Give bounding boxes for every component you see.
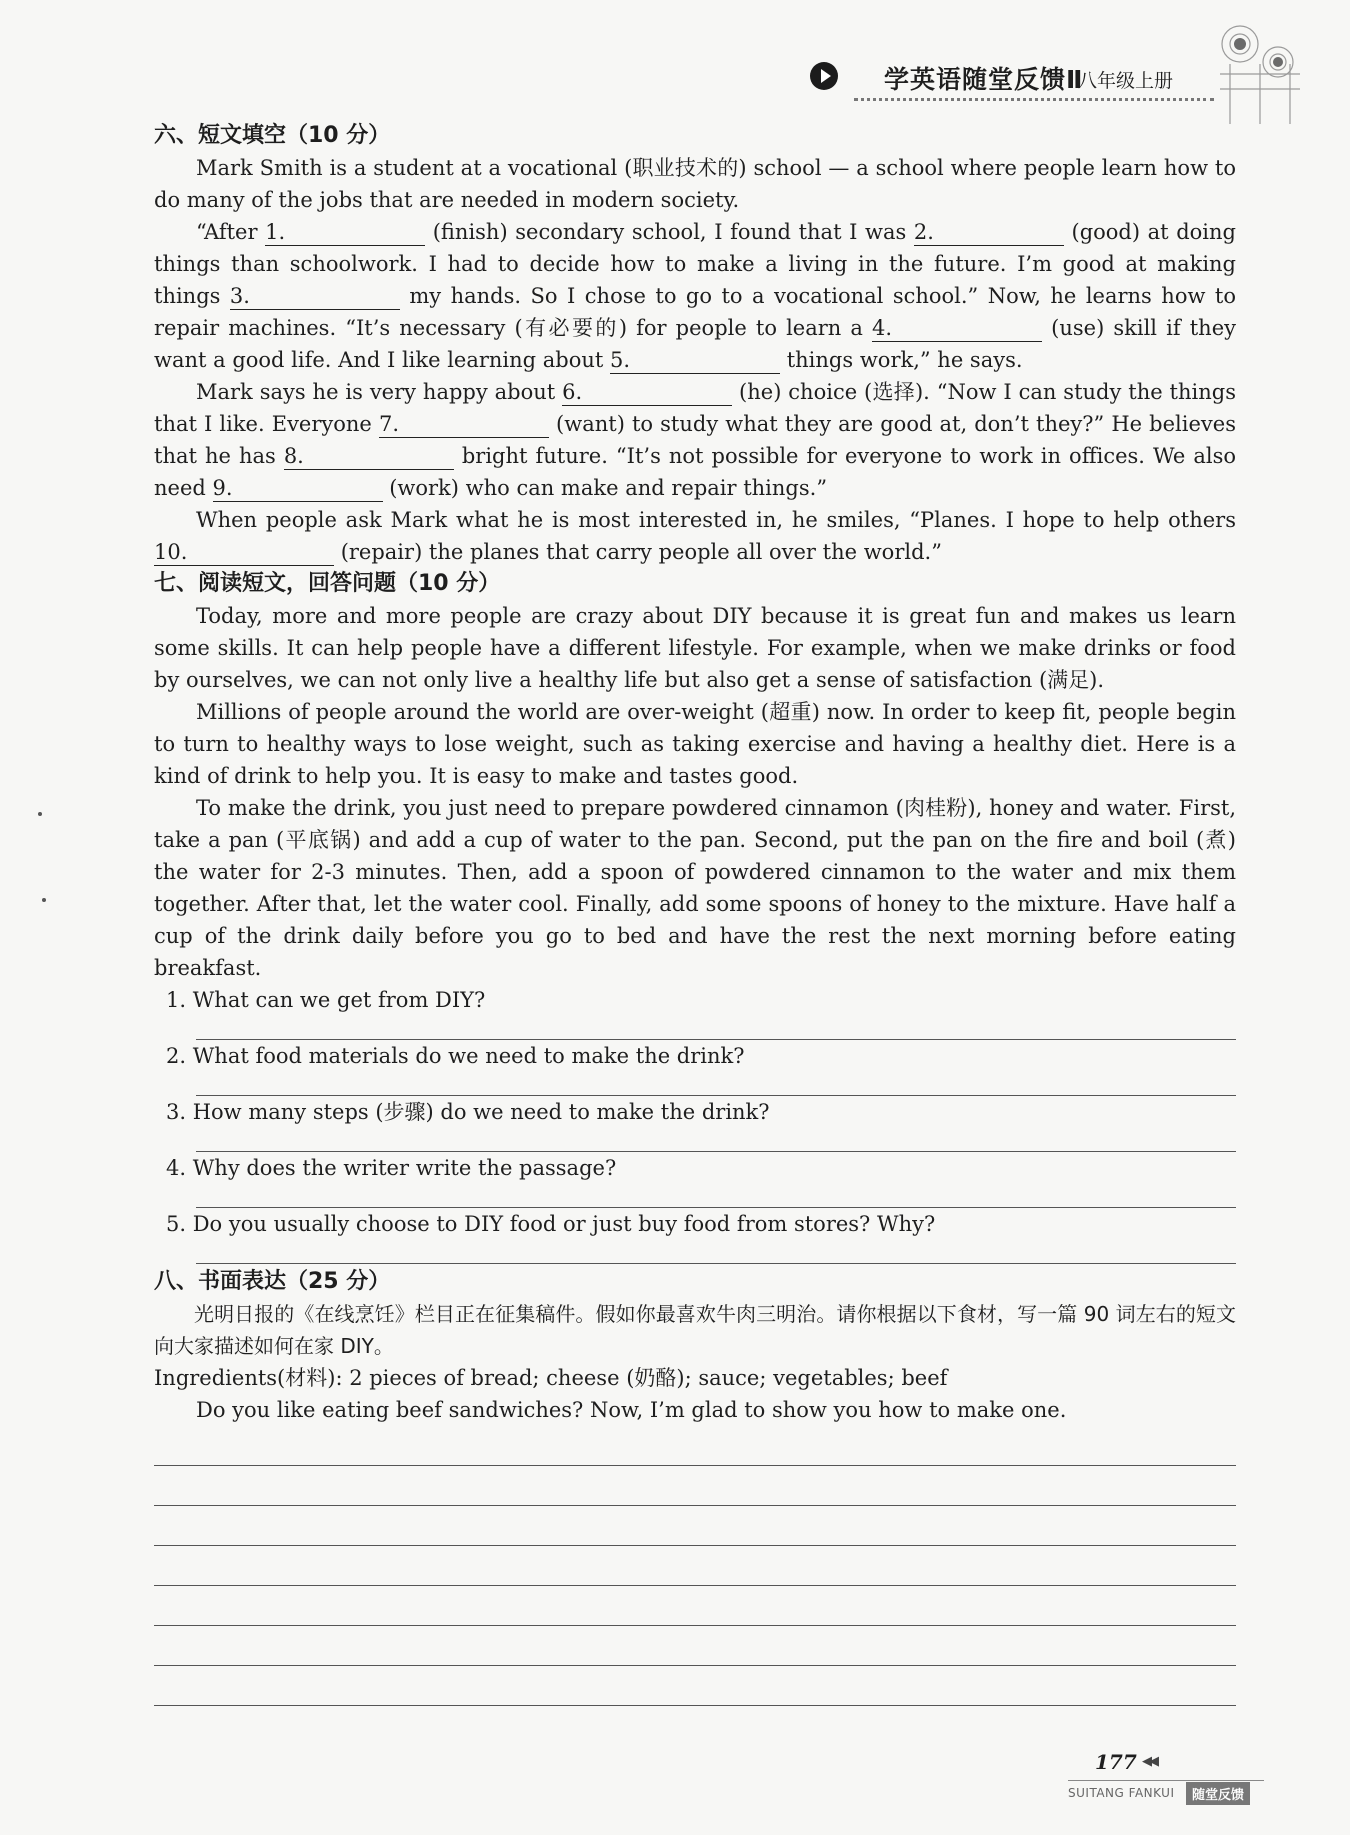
blank-6[interactable]: 6.: [562, 379, 732, 406]
writing-line[interactable]: [154, 1546, 1236, 1586]
blank-3[interactable]: 3.: [230, 283, 400, 310]
writing-line[interactable]: [154, 1466, 1236, 1506]
blank-9[interactable]: 9.: [213, 475, 383, 502]
writing-line[interactable]: [154, 1506, 1236, 1546]
answer-line-2[interactable]: [196, 1072, 1236, 1096]
writing-line[interactable]: [154, 1626, 1236, 1666]
page-content: [154, 120, 1236, 1706]
reading-paragraph: To make the drink, you just need to prepare powdered cinnamon (肉桂粉), honey and water. First, take a pan (平底锅) and add a cup of water to the pan. Second, put the pan on the fire and boil (煮) the water for 2-3 minutes. Then, add a spoon of powdered cinnamon to the water and mix them together. After that, let the water cool. Finally, add some spoons of honey to the mixture. Have half a cup of the drink daily before you go to bed and have the rest the next morning before eating breakfast.: [154, 796, 1236, 980]
margin-mark: [38, 812, 42, 816]
blank-4[interactable]: 4.: [872, 315, 1042, 342]
footer-rule: [1068, 1780, 1264, 1781]
blank-10[interactable]: 10.: [154, 539, 334, 566]
question-5: 5. Do you usually choose to DIY food or just buy food from stores? Why?: [166, 1212, 936, 1236]
book-title: 学英语随堂反馈Ⅱ: [884, 65, 1084, 94]
section-six-paragraph: “After 1. (finish) secondary school, I found that I was 2. (good) at doing things than schoolwork. I had to decide how to make a living in the future. I’m good at making things 3. my hands. So I chose to go to a vocational school.” Now, he learns how to repair machines. “It’s necessary (有必要的) for people to learn a 4. (use) skill if they want a good life. And I like learning about 5. things work,” he says.: [154, 220, 1236, 372]
blank-1[interactable]: 1.: [265, 219, 425, 246]
question-3: 3. How many steps (步骤) do we need to make the drink?: [166, 1100, 770, 1124]
section-seven-title: 七、阅读短文，回答问题（10 分）: [154, 571, 501, 596]
question-2: 2. What food materials do we need to make the drink?: [166, 1044, 745, 1068]
question-4: 4. Why does the writer write the passage?: [166, 1156, 617, 1180]
section-six-paragraph: Mark Smith is a student at a vocational (职业技术的) school — a school where people learn how to do many of the jobs that are needed in modern society.: [154, 156, 1236, 212]
ingredients-line: Ingredients(材料): 2 pieces of bread; cheese (奶酪); sauce; vegetables; beef: [154, 1366, 948, 1390]
section-six-paragraph: Mark says he is very happy about 6. (he) choice (选择). “Now I can study the things that I like. Everyone 7. (want) to study what they are good at, don’t they?” He believes that he has 8. bright future. “It’s not possible for everyone to work in offices. We also need 9. (work) who can make and repair things.”: [154, 380, 1236, 500]
writing-prompt: 光明日报的《在线烹饪》栏目正在征集稿件。假如你最喜欢牛肉三明治。请你根据以下食材，写一篇 90 词左右的短文向大家描述如何在家 DIY。: [154, 1302, 1236, 1358]
back-arrows-icon: ◀◀: [1142, 1754, 1156, 1769]
answer-line-4[interactable]: [196, 1184, 1236, 1208]
writing-line[interactable]: [154, 1426, 1236, 1466]
footer-badge: 随堂反馈: [1186, 1782, 1250, 1805]
question-1: 1. What can we get from DIY?: [166, 988, 486, 1012]
writing-line[interactable]: [154, 1586, 1236, 1626]
blank-2[interactable]: 2.: [914, 219, 1064, 246]
blank-8[interactable]: 8.: [284, 443, 454, 470]
section-six-paragraph: When people ask Mark what he is most interested in, he smiles, “Planes. I hope to help others 10. (repair) the planes that carry people all over the world.”: [154, 508, 1236, 564]
reading-paragraph: Millions of people around the world are over-weight (超重) now. In order to keep fit, people begin to turn to healthy ways to lose weight, such as taking exercise and having a healthy diet. Here is a kind of drink to help you. It is easy to make and tastes good.: [154, 700, 1236, 788]
margin-mark: [42, 898, 46, 902]
writing-opening: Do you like eating beef sandwiches? Now, I’m glad to show you how to make one.: [196, 1398, 1067, 1422]
writing-line[interactable]: [154, 1666, 1236, 1706]
sunflower-decoration-icon: [1200, 14, 1310, 134]
blank-5[interactable]: 5.: [610, 347, 780, 374]
answer-line-5[interactable]: [196, 1240, 1236, 1264]
answer-line-1[interactable]: [196, 1016, 1236, 1040]
footer-brand: SUITANG FANKUI: [1068, 1786, 1175, 1800]
header-dotted-rule: [854, 98, 1214, 101]
play-icon: [810, 62, 838, 90]
reading-paragraph: Today, more and more people are crazy about DIY because it is great fun and makes us learn some skills. It can help people have a different lifestyle. For example, when we make drinks or food by ourselves, we can not only live a healthy life but also get a sense of satisfaction (满足).: [154, 604, 1236, 692]
section-six-title: 六、短文填空（10 分）: [154, 123, 391, 148]
answer-line-3[interactable]: [196, 1128, 1236, 1152]
blank-7[interactable]: 7.: [379, 411, 549, 438]
page-header: [810, 54, 1230, 98]
section-eight-title: 八、书面表达（25 分）: [154, 1269, 391, 1294]
page-number: 177: [1095, 1750, 1137, 1774]
book-grade: 八年级上册: [1078, 70, 1174, 92]
